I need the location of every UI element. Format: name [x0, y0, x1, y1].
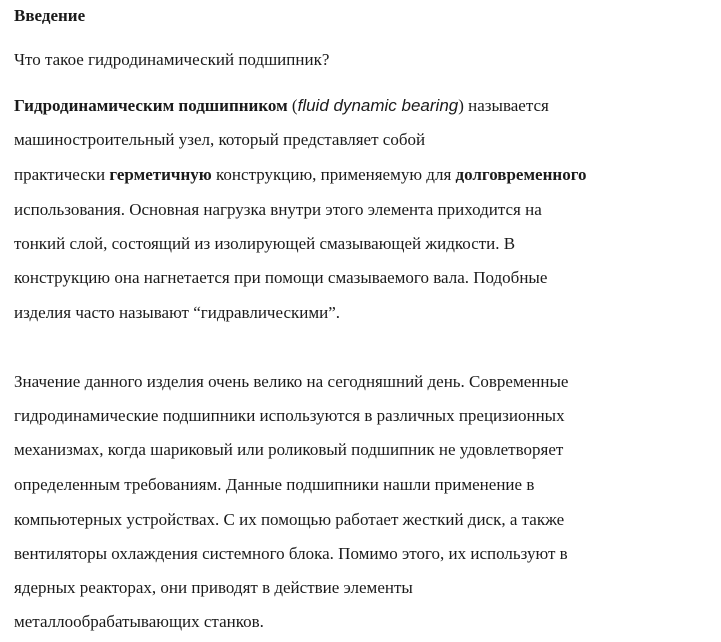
p2-line-4: определенным требованиям. Данные подшипники нашли применение в	[14, 475, 535, 494]
p1-line-3	[14, 165, 587, 185]
p1-line-1	[14, 96, 549, 116]
p2-line-1: Значение данного изделия очень велико на сегодняшний день. Современные	[14, 372, 569, 391]
p1-line-7: изделия часто называют “гидравлическими”.	[14, 303, 340, 322]
p2-line-7: ядерных реакторах, они приводят в действие элементы	[14, 578, 413, 597]
p1-line-4: использования. Основная нагрузка внутри этого элемента приходится на	[14, 200, 542, 219]
p2-line-2: гидродинамические подшипники используются в различных прецизионных	[14, 406, 565, 425]
p1-line-6: конструкцию она нагнетается при помощи смазываемого вала. Подобные	[14, 268, 548, 287]
p2-line-3: механизмах, когда шариковый или роликовый подшипник не удовлетворяет	[14, 440, 564, 459]
p2-line-8: металлообрабатывающих станков.	[14, 612, 264, 631]
question-line: Что такое гидродинамический подшипник?	[14, 50, 330, 69]
word-germetichnuyu: герметичную	[109, 165, 212, 184]
p2-line-6: вентиляторы охлаждения системного блока. Помимо этого, их используют в	[14, 544, 568, 563]
p1-line-2: машиностроительный узел, который представляет собой	[14, 130, 426, 149]
term-english-italic: fluid dynamic bearing	[297, 96, 459, 115]
p1-l3-start: практически	[14, 165, 110, 184]
term-bold: Гидродинамическим подшипником	[14, 96, 288, 115]
p1-l3-mid: конструкцию, применяемую для	[211, 165, 456, 184]
p2-line-5: компьютерных устройствах. С их помощью работает жесткий диск, а также	[14, 510, 565, 529]
p1-open-paren: (	[287, 96, 298, 115]
p1-close-text: ) называется	[458, 96, 549, 115]
p1-line-5: тонкий слой, состоящий из изолирующей смазывающей жидкости. В	[14, 234, 516, 253]
word-dolgovremennogo: долговременного	[455, 165, 587, 184]
document-heading: Введение	[14, 6, 86, 25]
